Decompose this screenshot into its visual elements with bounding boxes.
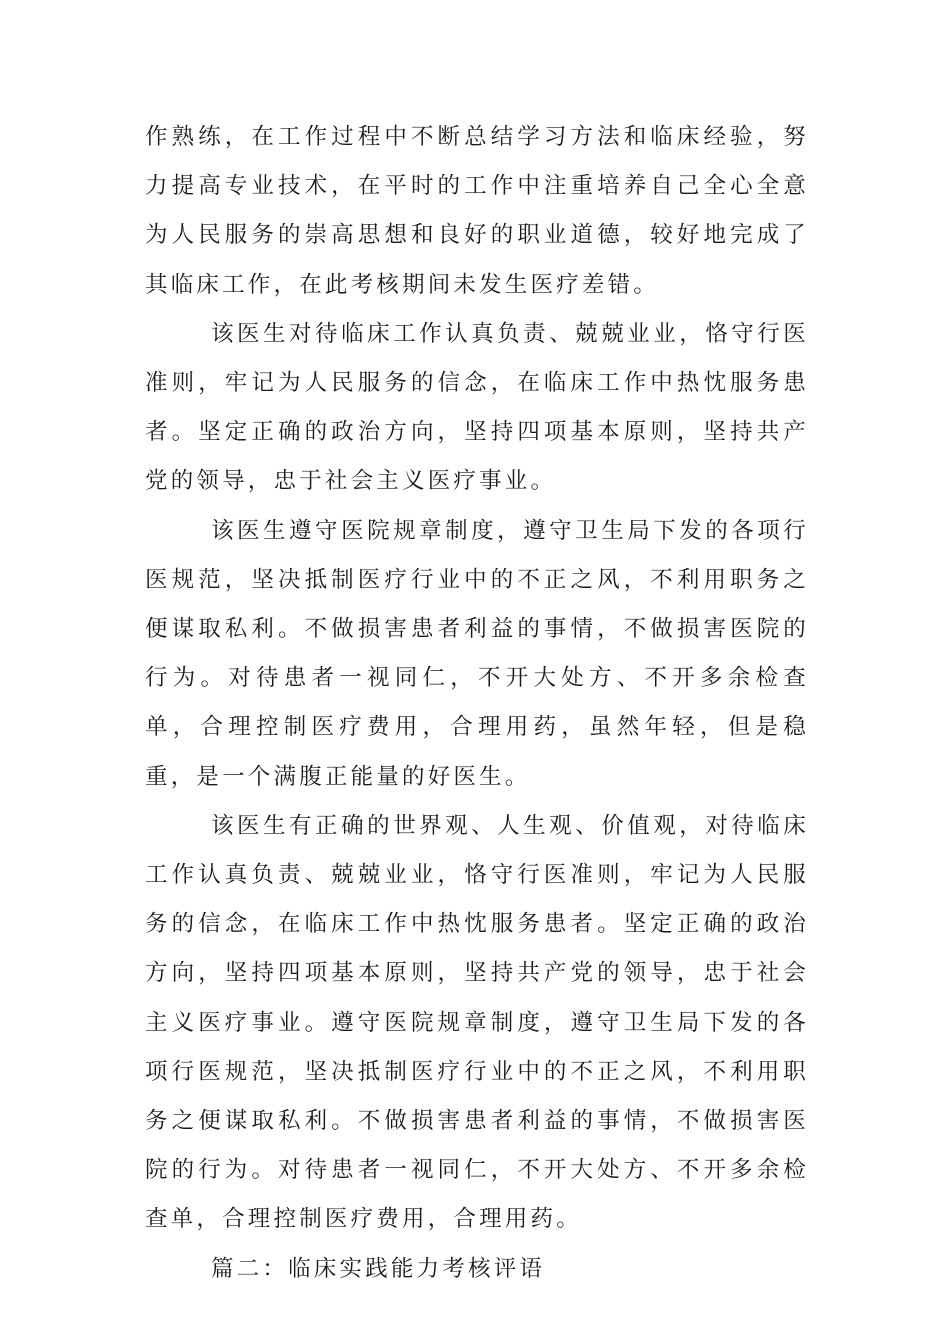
paragraph-overall-evaluation: 该医生有正确的世界观、人生观、价值观，对待临床工作认真负责、兢兢业业，恪守行医准则，牢记为人民服务的信念，在临床工作中热忱服务患者。坚定正确的政治方向，坚持四项基本原则，坚持共产党的领导，忠于社会主义医疗事业。遵守医院规章制度，遵守卫生局下发的各项行医规范，坚决抵制医疗行业中的不正之风，不利用职务之便谋取私利。不做损害患者利益的事情，不做损害医院的行为。对待患者一视同仁，不开大处方、不开多余检查单，合理控制医疗费用，合理用药。 <box>145 812 809 1233</box>
paragraph-work-attitude: 该医生对待临床工作认真负责、兢兢业业，恪守行医准则，牢记为人民服务的信念，在临床工作中热忱服务患者。坚定正确的政治方向，坚持四项基本原则，坚持共产党的领导，忠于社会主义医疗事业。 <box>145 320 809 495</box>
section-heading: 篇二：临床实践能力考核评语 <box>211 1255 546 1282</box>
paragraph-rules-compliance: 该医生遵守医院规章制度，遵守卫生局下发的各项行医规范，坚决抵制医疗行业中的不正之风，不利用职务之便谋取私利。不做损害患者利益的事情，不做损害医院的行为。对待患者一视同仁，不开大处方、不开多余检查单，合理控制医疗费用，合理用药，虽然年轻，但是稳重，是一个满腹正能量的好医生。 <box>145 517 809 790</box>
document-body <box>145 113 809 1294</box>
paragraph-continuation: 作熟练，在工作过程中不断总结学习方法和临床经验，努力提高专业技术，在平时的工作中注重培养自己全心全意为人民服务的崇高思想和良好的职业道德，较好地完成了其临床工作，在此考核期间未发生医疗差错。 <box>145 124 809 298</box>
